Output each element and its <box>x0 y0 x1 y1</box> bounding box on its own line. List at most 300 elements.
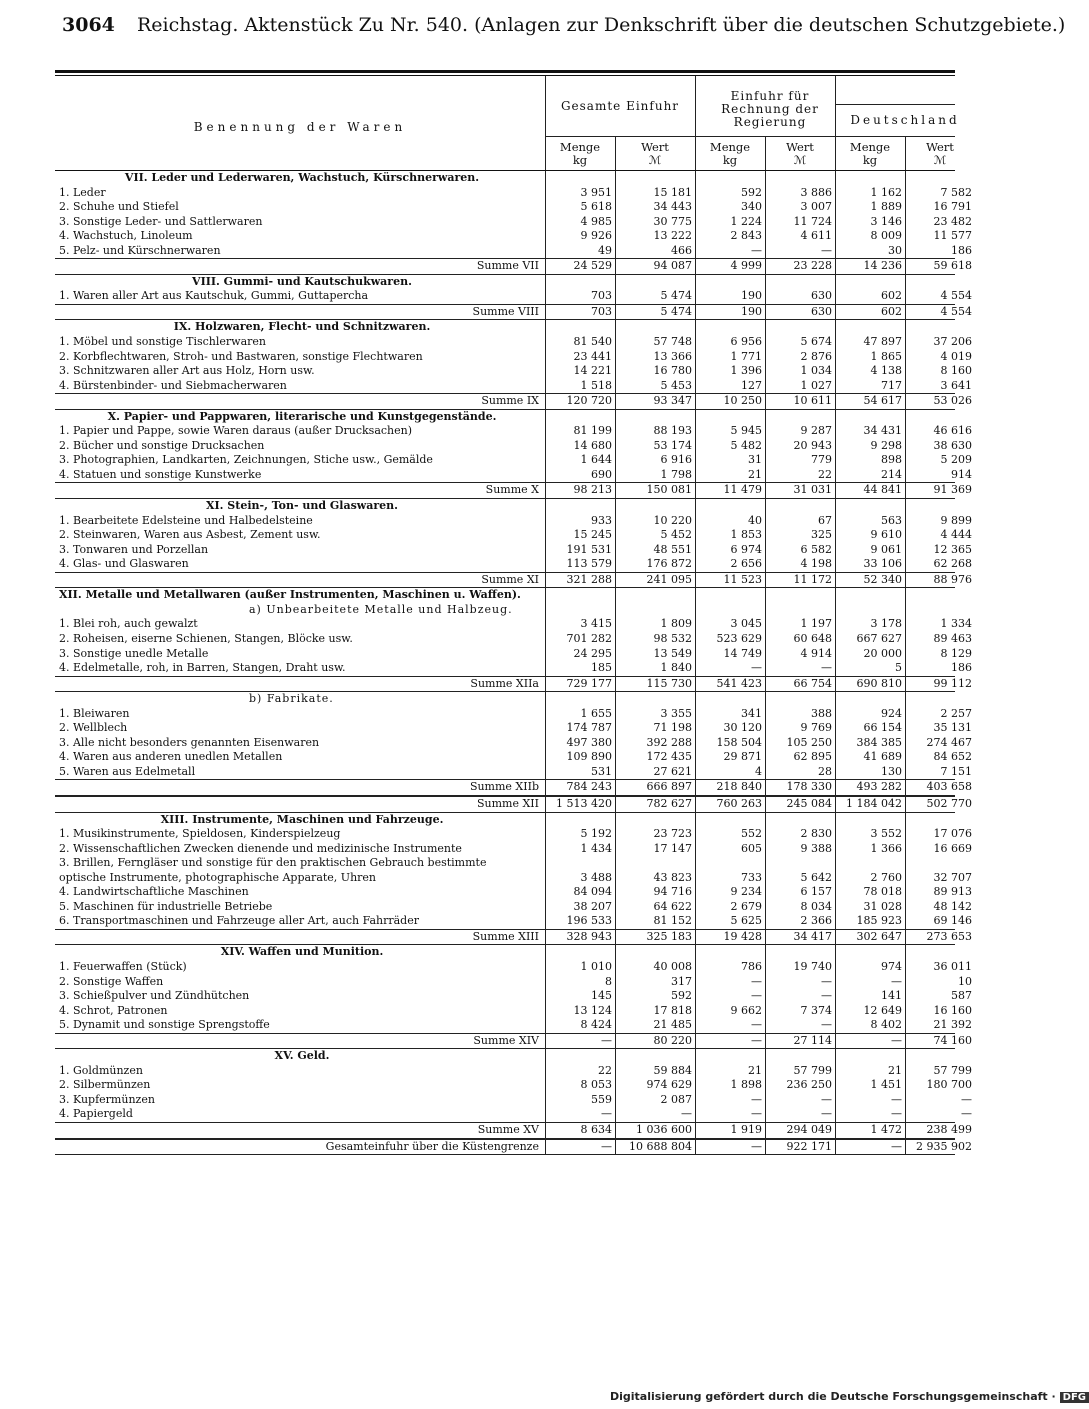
cell-value: 602 <box>881 289 902 303</box>
cell-value: 59 618 <box>933 259 972 273</box>
row-label: 3. Kupfermünzen <box>59 1092 155 1106</box>
row-label: VIII. Gummi- und Kautschukwaren. <box>192 274 412 288</box>
cell-value: 1 798 <box>660 467 692 481</box>
cell-value: 30 <box>888 243 902 257</box>
cell-value: 2 876 <box>800 349 832 363</box>
cell-value: 9 769 <box>800 721 832 735</box>
table-row <box>55 229 972 244</box>
cell-value: 12 649 <box>863 1003 902 1017</box>
section-heading <box>55 275 955 290</box>
sum-row <box>55 796 972 813</box>
cell-value: 35 131 <box>933 721 972 735</box>
cell-value: 9 061 <box>870 542 902 556</box>
row-label: Summe X <box>485 483 539 497</box>
row-label: 2. Silbermünzen <box>59 1078 151 1092</box>
cell-value: 1 434 <box>580 841 612 855</box>
cell-value: 172 435 <box>646 750 692 764</box>
cell-value: 1 865 <box>870 349 902 363</box>
cell-value: 4 985 <box>580 214 612 228</box>
cell-value: 466 <box>671 243 692 257</box>
cell-value: 174 787 <box>566 721 612 735</box>
row-label: b) Fabrikate. <box>249 692 334 706</box>
cell-value: 3 951 <box>580 185 612 199</box>
row-label: 4. Glas- und Glaswaren <box>59 557 189 571</box>
cell-value: 23 482 <box>933 214 972 228</box>
cell-value: 1 644 <box>580 453 612 467</box>
section-heading <box>55 171 955 186</box>
cell-value: — <box>891 1107 902 1121</box>
cell-value: 274 467 <box>926 735 972 749</box>
cell-value: 1 853 <box>730 528 762 542</box>
cell-value: 16 791 <box>933 200 972 214</box>
cell-value: 24 295 <box>573 646 612 660</box>
cell-value: 89 913 <box>933 885 972 899</box>
cell-value: 24 529 <box>573 259 612 273</box>
cell-value: — <box>751 974 762 988</box>
cell-value: 2 843 <box>730 229 762 243</box>
cell-value: 4 554 <box>940 289 972 303</box>
row-label: 1. Bearbeitete Edelsteine und Halbedelsteine <box>59 513 313 527</box>
cell-value: 317 <box>671 974 692 988</box>
cell-value: 9 287 <box>800 424 832 438</box>
cell-value: 180 700 <box>926 1078 972 1092</box>
cell-value: 294 049 <box>786 1123 832 1136</box>
table-row <box>55 617 972 632</box>
cell-value: 21 <box>748 467 762 481</box>
cell-value: 57 748 <box>653 335 692 349</box>
cell-value: 5 192 <box>580 827 612 841</box>
cell-value: 325 183 <box>646 929 692 943</box>
row-label: Summe IX <box>481 394 539 408</box>
cell-value: 176 872 <box>646 557 692 571</box>
cell-value: 3 007 <box>800 200 832 214</box>
cell-value: 91 369 <box>933 483 972 497</box>
cell-value: 10 250 <box>723 394 762 408</box>
cell-value: 8 424 <box>580 1018 612 1032</box>
cell-value: 74 160 <box>933 1033 972 1047</box>
table-row <box>55 721 972 736</box>
cell-value: 5 642 <box>800 870 832 884</box>
cell-value: 4 198 <box>800 557 832 571</box>
header-label-col: Benennung der Waren <box>193 120 407 134</box>
cell-value: 4 999 <box>730 259 762 273</box>
cell-value: 16 780 <box>653 364 692 378</box>
section-heading <box>55 320 955 335</box>
sum-row <box>55 572 972 589</box>
cell-value: 10 611 <box>793 394 832 408</box>
row-label: 3. Schnitzwaren aller Art aus Holz, Horn usw. <box>59 364 315 378</box>
cell-value: 11 172 <box>793 572 832 586</box>
cell-value: 44 841 <box>863 483 902 497</box>
cell-value: 563 <box>881 513 902 527</box>
cell-value: 34 417 <box>793 929 832 943</box>
section-heading <box>55 945 955 960</box>
cell-value: — <box>751 1139 762 1153</box>
row-label: Summe XI <box>481 572 539 586</box>
header-menge-1: Menge kg <box>559 140 601 167</box>
cell-value: 48 551 <box>653 542 692 556</box>
row-label: 3. Alle nicht besonders genannten Eisenwaren <box>59 735 320 749</box>
cell-value: 974 <box>881 959 902 973</box>
row-label: a) Unbearbeitete Metalle und Halbzeug. <box>249 602 513 616</box>
cell-value: 1 184 042 <box>846 796 902 810</box>
cell-value: 8 160 <box>940 364 972 378</box>
cell-value: 13 124 <box>573 1003 612 1017</box>
cell-value: — <box>821 1018 832 1032</box>
cell-value: 19 740 <box>793 959 832 973</box>
cell-value: 2 366 <box>800 914 832 928</box>
cell-value: 1 513 420 <box>556 796 612 810</box>
row-label: Summe XIII <box>472 929 539 943</box>
cell-value: 1 655 <box>580 706 612 720</box>
section-heading <box>55 499 955 514</box>
cell-value: 1 224 <box>730 214 762 228</box>
cell-value: 9 662 <box>730 1003 762 1017</box>
row-label: Summe XII <box>476 796 539 810</box>
cell-value: 8 009 <box>870 229 902 243</box>
cell-value: 4 554 <box>940 304 972 318</box>
dfg-logo: DFG <box>1060 1392 1089 1403</box>
cell-value: 62 268 <box>933 557 972 571</box>
cell-value: 53 026 <box>933 394 972 408</box>
table-row <box>55 989 972 1004</box>
table-row <box>55 1078 972 1093</box>
cell-value: 7 582 <box>940 185 972 199</box>
cell-value: 8 634 <box>580 1123 612 1136</box>
cell-value: 60 648 <box>793 631 832 645</box>
cell-value: 6 956 <box>730 335 762 349</box>
cell-value: 89 463 <box>933 631 972 645</box>
page-title: Reichstag. Aktenstück Zu Nr. 540. (Anlagen zur Denkschrift über die deutschen Schutzgebiete.) <box>136 14 1066 36</box>
cell-value: 150 081 <box>646 483 692 497</box>
cell-value: 4 611 <box>800 229 832 243</box>
table-row <box>55 899 972 915</box>
cell-value: 701 282 <box>566 631 612 645</box>
cell-value: 11 479 <box>723 483 762 497</box>
table-row <box>55 453 972 468</box>
cell-value: 388 <box>811 706 832 720</box>
cell-value: 93 347 <box>653 394 692 408</box>
table-row <box>55 243 972 259</box>
row-label: 4. Statuen und sonstige Kunstwerke <box>59 467 262 481</box>
cell-value: — <box>961 1107 972 1121</box>
cell-value: 28 <box>818 764 832 778</box>
cell-value: — <box>961 1092 972 1106</box>
cell-value: — <box>821 661 832 675</box>
cell-value: 78 018 <box>863 885 902 899</box>
row-label: Summe XIIb <box>469 780 539 794</box>
cell-value: 1 366 <box>870 841 902 855</box>
cell-value: 186 <box>951 243 972 257</box>
cell-value: 717 <box>881 378 902 392</box>
cell-value: 67 <box>818 513 832 527</box>
cell-value: 238 499 <box>926 1123 972 1136</box>
cell-value: 974 629 <box>646 1078 692 1092</box>
table-row <box>55 557 972 572</box>
cell-value: 32 707 <box>933 870 972 884</box>
table-row <box>55 764 972 780</box>
cell-value: 5 <box>895 661 902 675</box>
section-heading <box>55 813 955 828</box>
cell-value: 20 943 <box>793 438 832 452</box>
cell-value: 88 976 <box>933 572 972 586</box>
cell-value: 384 385 <box>856 735 902 749</box>
cell-value: 236 250 <box>786 1078 832 1092</box>
sum-row <box>55 304 972 321</box>
cell-value: 71 198 <box>653 721 692 735</box>
cell-value: — <box>821 989 832 1003</box>
cell-value: 10 220 <box>653 513 692 527</box>
sum-row <box>55 482 972 499</box>
cell-value: 8 402 <box>870 1018 902 1032</box>
table-row <box>55 735 972 751</box>
cell-value: 2 679 <box>730 899 762 913</box>
cell-value: 66 154 <box>863 721 902 735</box>
cell-value: 4 914 <box>800 646 832 660</box>
cell-value: 178 330 <box>786 780 832 794</box>
row-label: 4. Landwirtschaftliche Maschinen <box>59 885 249 899</box>
cell-value: 341 <box>741 706 762 720</box>
cell-value: — <box>821 243 832 257</box>
cell-value: 4 138 <box>870 364 902 378</box>
cell-value: 113 579 <box>566 557 612 571</box>
table-row <box>55 706 972 722</box>
cell-value: 34 431 <box>863 424 902 438</box>
cell-value: 14 749 <box>723 646 762 660</box>
cell-value: 241 095 <box>646 572 692 586</box>
cell-value: 3 355 <box>660 706 692 720</box>
cell-value: 3 178 <box>870 617 902 631</box>
cell-value: 38 630 <box>933 438 972 452</box>
cell-value: — <box>751 1107 762 1121</box>
table-row <box>55 378 972 394</box>
cell-value: 218 840 <box>716 780 762 794</box>
table-row <box>55 856 955 871</box>
cell-value: — <box>751 1092 762 1106</box>
row-label: 2. Bücher und sonstige Drucksachen <box>59 438 265 452</box>
cell-value: 54 617 <box>863 394 902 408</box>
cell-value: 27 114 <box>793 1033 832 1047</box>
row-label: 1. Bleiwaren <box>59 706 130 720</box>
cell-value: 31 028 <box>863 899 902 913</box>
cell-value: 898 <box>881 453 902 467</box>
header-gesamte-einfuhr: Gesamte Einfuhr <box>560 99 680 113</box>
cell-value: 15 245 <box>573 528 612 542</box>
cell-value: 6 157 <box>800 885 832 899</box>
row-label: 1. Waren aller Art aus Kautschuk, Gummi, Guttapercha <box>59 289 369 303</box>
row-label: 3. Sonstige unedle Metalle <box>59 646 209 660</box>
cell-value: 98 532 <box>653 631 692 645</box>
table-row <box>55 513 972 529</box>
table-header <box>55 76 960 171</box>
cell-value: 9 298 <box>870 438 902 452</box>
cell-value: 23 441 <box>573 349 612 363</box>
row-label: optische Instrumente, photographische Apparate, Uhren <box>59 870 377 884</box>
table-row <box>55 974 972 990</box>
page-header <box>62 14 1066 44</box>
row-label: 2. Sonstige Waffen <box>59 974 164 988</box>
cell-value: 81 199 <box>573 424 612 438</box>
cell-value: 6 916 <box>660 453 692 467</box>
cell-value: 8 034 <box>800 899 832 913</box>
cell-value: 5 453 <box>660 378 692 392</box>
cell-value: 703 <box>591 289 612 303</box>
cell-value: 9 926 <box>580 229 612 243</box>
cell-value: — <box>891 1092 902 1106</box>
cell-value: 80 220 <box>653 1033 692 1047</box>
cell-value: 690 810 <box>856 676 902 690</box>
cell-value: 1 898 <box>730 1078 762 1092</box>
row-label: 4. Schrot, Patronen <box>59 1003 168 1017</box>
row-label: 3. Brillen, Ferngläser und sonstige für den praktischen Gebrauch bestimmte <box>59 856 487 870</box>
row-label: 3. Tonwaren und Porzellan <box>59 542 209 556</box>
cell-value: 37 206 <box>933 335 972 349</box>
table-row <box>55 335 972 350</box>
cell-value: 3 415 <box>580 617 612 631</box>
cell-value: 493 282 <box>856 780 902 794</box>
cell-value: — <box>601 1107 612 1121</box>
table-row <box>55 914 972 929</box>
row-label: 2. Steinwaren, Waren aus Asbest, Zement usw. <box>59 528 321 542</box>
cell-value: 57 799 <box>933 1063 972 1077</box>
row-label: 5. Maschinen für industrielle Betriebe <box>59 899 273 913</box>
table-row <box>55 438 972 454</box>
cell-value: 922 171 <box>786 1139 832 1153</box>
cell-value: 81 540 <box>573 335 612 349</box>
cell-value: 12 365 <box>933 542 972 556</box>
table-row <box>55 885 972 900</box>
cell-value: 914 <box>951 467 972 481</box>
cell-value: 9 899 <box>940 513 972 527</box>
cell-value: 158 504 <box>716 735 762 749</box>
header-wert-2: Wert ℳ <box>786 140 814 167</box>
cell-value: 62 895 <box>793 750 832 764</box>
table-row <box>55 750 972 765</box>
cell-value: 4 019 <box>940 349 972 363</box>
cell-value: — <box>751 989 762 1003</box>
cell-value: 9 610 <box>870 528 902 542</box>
cell-value: 4 <box>755 764 762 778</box>
cell-value: 57 799 <box>793 1063 832 1077</box>
table-row <box>55 870 972 886</box>
row-label: 1. Blei roh, auch gewalzt <box>59 617 198 631</box>
sum-row <box>55 1122 972 1139</box>
cell-value: 22 <box>818 467 832 481</box>
table-row <box>55 959 972 975</box>
cell-value: 105 250 <box>786 735 832 749</box>
table-row <box>55 467 972 483</box>
cell-value: 130 <box>881 764 902 778</box>
cell-value: 3 488 <box>580 870 612 884</box>
table-row <box>55 424 972 439</box>
cell-value: 190 <box>741 289 762 303</box>
table-row <box>55 603 955 618</box>
cell-value: 48 142 <box>933 899 972 913</box>
cell-value: 31 031 <box>793 483 832 497</box>
cell-value: 214 <box>881 467 902 481</box>
cell-value: 59 884 <box>653 1063 692 1077</box>
cell-value: 17 147 <box>653 841 692 855</box>
header-wert-3: Wert ℳ <box>926 140 954 167</box>
cell-value: 196 533 <box>566 914 612 928</box>
cell-value: 2 760 <box>870 870 902 884</box>
row-label: Summe XIV <box>473 1033 539 1047</box>
section-heading <box>55 410 955 425</box>
cell-value: — <box>751 1018 762 1032</box>
cell-value: 53 174 <box>653 438 692 452</box>
cell-value: — <box>821 1107 832 1121</box>
cell-value: 666 897 <box>646 780 692 794</box>
cell-value: 5 945 <box>730 424 762 438</box>
cell-value: — <box>821 1092 832 1106</box>
table-row <box>55 214 972 230</box>
cell-value: 786 <box>741 959 762 973</box>
cell-value: 531 <box>591 764 612 778</box>
cell-value: 6 582 <box>800 542 832 556</box>
cell-value: 2 656 <box>730 557 762 571</box>
sum-row <box>55 676 972 693</box>
table-row <box>55 1107 972 1122</box>
cell-value: 13 222 <box>653 229 692 243</box>
table-row <box>55 542 972 558</box>
table-row <box>55 1003 972 1019</box>
cell-value: 733 <box>741 870 762 884</box>
cell-value: 21 392 <box>933 1018 972 1032</box>
cell-value: 4 444 <box>940 528 972 542</box>
cell-value: 22 <box>598 1063 612 1077</box>
sum-row <box>55 779 972 796</box>
row-label: 1. Musikinstrumente, Spieldosen, Kinderspielzeug <box>59 827 341 841</box>
table-body <box>55 171 972 1155</box>
cell-value: 2 087 <box>660 1092 692 1106</box>
cell-value: 559 <box>591 1092 612 1106</box>
cell-value: 1 010 <box>580 959 612 973</box>
cell-value: 191 531 <box>566 542 612 556</box>
cell-value: 13 549 <box>653 646 692 660</box>
cell-value: 127 <box>741 378 762 392</box>
cell-value: 14 680 <box>573 438 612 452</box>
cell-value: 13 366 <box>653 349 692 363</box>
cell-value: — <box>751 661 762 675</box>
cell-value: 185 <box>591 661 612 675</box>
row-label: 2. Roheisen, eiserne Schienen, Stangen, Blöcke usw. <box>59 631 353 645</box>
row-label: VII. Leder und Lederwaren, Wachstuch, Kürschnerwaren. <box>124 171 480 184</box>
cell-value: 14 236 <box>863 259 902 273</box>
row-label: 5. Pelz- und Kürschnerwaren <box>59 243 221 257</box>
cell-value: 8 053 <box>580 1078 612 1092</box>
cell-value: — <box>891 1033 902 1047</box>
cell-value: 21 <box>748 1063 762 1077</box>
cell-value: 782 627 <box>646 796 692 810</box>
row-label: XI. Stein-, Ton- und Glaswaren. <box>205 499 399 513</box>
cell-value: — <box>751 243 762 257</box>
cell-value: 1 472 <box>870 1123 902 1136</box>
cell-value: 1 034 <box>800 364 832 378</box>
cell-value: 340 <box>741 200 762 214</box>
row-label: 2. Schuhe und Stiefel <box>59 200 179 214</box>
cell-value: 5 209 <box>940 453 972 467</box>
cell-value: 99 112 <box>933 676 972 690</box>
row-label: 1. Papier und Pappe, sowie Waren daraus (außer Drucksachen) <box>59 424 413 438</box>
row-label: XIV. Waffen und Munition. <box>220 945 384 959</box>
cell-value: 2 935 902 <box>916 1139 972 1153</box>
sum-row <box>55 393 972 410</box>
cell-value: 3 641 <box>940 378 972 392</box>
cell-value: 69 146 <box>933 914 972 928</box>
cell-value: 8 <box>605 974 612 988</box>
table-row <box>55 661 972 676</box>
cell-value: 94 087 <box>653 259 692 273</box>
